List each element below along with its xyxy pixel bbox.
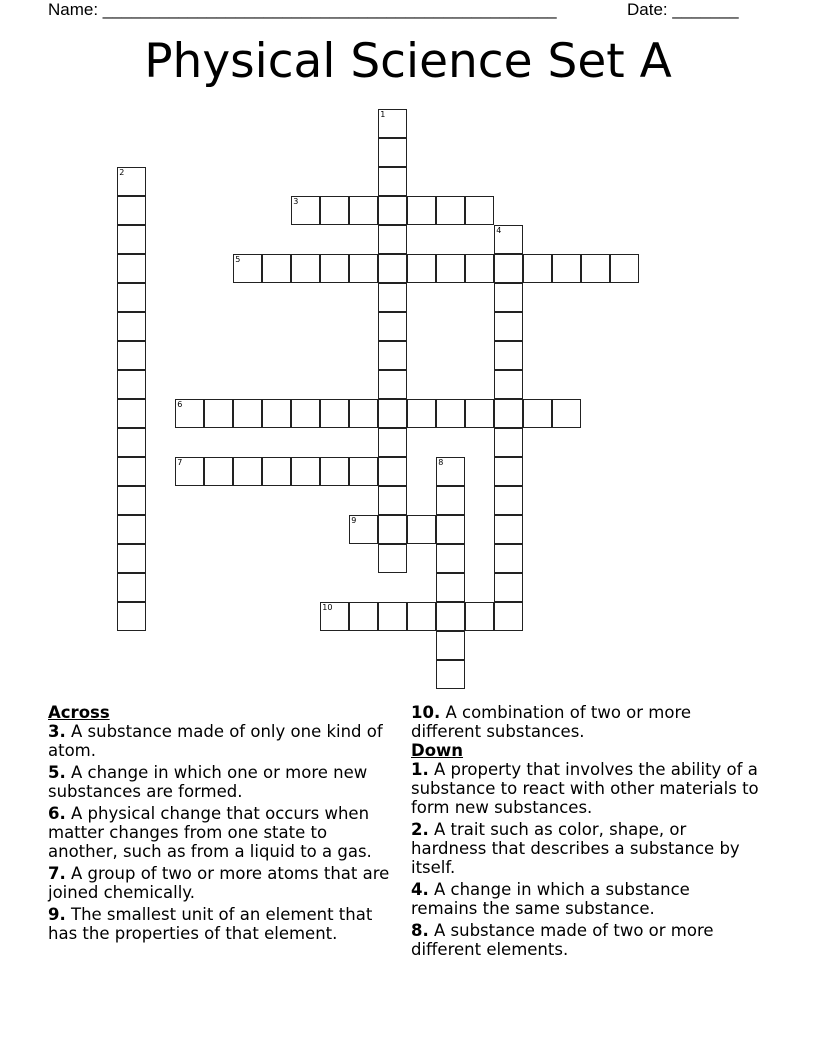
- grid-cell[interactable]: [117, 370, 146, 399]
- page-title: Physical Science Set A: [144, 34, 672, 89]
- grid-cell[interactable]: [117, 312, 146, 341]
- grid-cell[interactable]: [494, 515, 523, 544]
- grid-cell[interactable]: [465, 399, 494, 428]
- grid-cell[interactable]: [436, 254, 465, 283]
- grid-cell[interactable]: [204, 457, 233, 486]
- grid-cell[interactable]: [494, 370, 523, 399]
- clue-text: A trait such as color, shape, or hardness that describes a substance by itself.: [411, 820, 740, 877]
- grid-cell[interactable]: [378, 457, 407, 486]
- grid-cell[interactable]: [378, 138, 407, 167]
- grid-cell[interactable]: [436, 660, 465, 689]
- grid-cell[interactable]: [465, 196, 494, 225]
- grid-cell[interactable]: [494, 341, 523, 370]
- clue-down-4: [411, 880, 761, 918]
- grid-cell[interactable]: [349, 457, 378, 486]
- grid-cell[interactable]: [436, 515, 465, 544]
- clue-number: 7.: [48, 864, 66, 883]
- grid-cell[interactable]: [407, 399, 436, 428]
- grid-cell[interactable]: [494, 428, 523, 457]
- clue-text: A change in which a substance remains the same substance.: [411, 880, 690, 918]
- grid-cell[interactable]: [320, 602, 349, 631]
- grid-cell[interactable]: [378, 515, 407, 544]
- grid-cell[interactable]: [117, 196, 146, 225]
- grid-cell[interactable]: [436, 602, 465, 631]
- grid-cell[interactable]: [117, 399, 146, 428]
- grid-cell[interactable]: [291, 196, 320, 225]
- grid-cell[interactable]: [117, 457, 146, 486]
- clue-down-1: [411, 760, 761, 817]
- grid-cell[interactable]: [117, 428, 146, 457]
- clue-number: 6.: [48, 804, 66, 823]
- grid-cell[interactable]: [494, 486, 523, 515]
- cell-number: 3: [293, 197, 299, 207]
- grid-cell[interactable]: [117, 486, 146, 515]
- cell-number: 5: [235, 255, 241, 265]
- grid-cell[interactable]: [117, 225, 146, 254]
- clue-number: 2.: [411, 820, 429, 839]
- grid-cell[interactable]: [204, 399, 233, 428]
- grid-cell[interactable]: [581, 254, 610, 283]
- across-clues: [48, 703, 398, 946]
- grid-cell[interactable]: [494, 254, 523, 283]
- grid-cell[interactable]: [465, 254, 494, 283]
- grid-cell[interactable]: [407, 602, 436, 631]
- grid-cell[interactable]: [291, 399, 320, 428]
- cell-number: 10: [322, 603, 333, 613]
- grid-cell[interactable]: [320, 399, 349, 428]
- grid-cell[interactable]: [436, 457, 465, 486]
- grid-cell[interactable]: [117, 515, 146, 544]
- grid-cell[interactable]: [175, 457, 204, 486]
- grid-cell[interactable]: [378, 544, 407, 573]
- clue-number: 3.: [48, 722, 66, 741]
- grid-cell[interactable]: [320, 254, 349, 283]
- grid-cell[interactable]: [378, 196, 407, 225]
- clue-number: 8.: [411, 921, 429, 940]
- grid-cell[interactable]: [436, 486, 465, 515]
- grid-cell[interactable]: [436, 196, 465, 225]
- grid-cell[interactable]: [233, 457, 262, 486]
- cell-number: 8: [438, 458, 444, 468]
- grid-cell[interactable]: [552, 254, 581, 283]
- grid-cell[interactable]: [494, 399, 523, 428]
- cell-number: 9: [351, 516, 357, 526]
- grid-cell[interactable]: [378, 602, 407, 631]
- grid-cell[interactable]: [262, 457, 291, 486]
- grid-cell[interactable]: [378, 109, 407, 138]
- grid-cell[interactable]: [610, 254, 639, 283]
- grid-cell[interactable]: [436, 631, 465, 660]
- grid-cell[interactable]: [494, 544, 523, 573]
- grid-cell[interactable]: [523, 399, 552, 428]
- grid-cell[interactable]: [436, 544, 465, 573]
- clue-number: 9.: [48, 905, 66, 924]
- grid-cell[interactable]: [291, 457, 320, 486]
- grid-cell[interactable]: [262, 399, 291, 428]
- grid-cell[interactable]: [117, 341, 146, 370]
- grid-cell[interactable]: [378, 341, 407, 370]
- clue-down-8: [411, 921, 761, 959]
- grid-cell[interactable]: [436, 573, 465, 602]
- date-field[interactable]: Date: _______: [627, 0, 739, 19]
- clue-across-3: [48, 722, 398, 760]
- grid-cell[interactable]: [320, 196, 349, 225]
- clue-text: The smallest unit of an element that has the properties of that element.: [48, 905, 373, 943]
- grid-cell[interactable]: [117, 283, 146, 312]
- clue-across-7: [48, 864, 398, 902]
- grid-cell[interactable]: [117, 254, 146, 283]
- clue-number: 10.: [411, 703, 441, 722]
- clue-text: A property that involves the ability of a substance to react with other materials to form new substances.: [411, 760, 759, 817]
- grid-cell[interactable]: [407, 196, 436, 225]
- clue-across-6: [48, 804, 398, 861]
- clue-across-9: [48, 905, 398, 943]
- clue-text: A change in which one or more new substances are formed.: [48, 763, 368, 801]
- grid-cell[interactable]: [117, 544, 146, 573]
- grid-cell[interactable]: [378, 225, 407, 254]
- clue-text: A physical change that occurs when matter changes from one state to another, such as from a liquid to a gas.: [48, 804, 372, 861]
- grid-cell[interactable]: [494, 573, 523, 602]
- grid-cell[interactable]: [378, 428, 407, 457]
- grid-cell[interactable]: [465, 602, 494, 631]
- clue-text: A group of two or more atoms that are joined chemically.: [48, 864, 390, 902]
- cell-number: 1: [380, 110, 386, 120]
- name-field[interactable]: Name: ________________________________________________: [48, 0, 557, 19]
- grid-cell[interactable]: [523, 254, 552, 283]
- grid-cell[interactable]: [117, 573, 146, 602]
- cell-number: 6: [177, 400, 183, 410]
- across-heading: Across: [48, 703, 110, 722]
- clue-number: 1.: [411, 760, 429, 779]
- grid-cell[interactable]: [494, 457, 523, 486]
- grid-cell[interactable]: [494, 225, 523, 254]
- down-heading: Down: [411, 741, 464, 760]
- grid-cell[interactable]: [407, 254, 436, 283]
- grid-cell[interactable]: [378, 399, 407, 428]
- clue-across-5: [48, 763, 398, 801]
- grid-cell[interactable]: [117, 602, 146, 631]
- clue-number: 4.: [411, 880, 429, 899]
- grid-cell[interactable]: [494, 283, 523, 312]
- grid-cell[interactable]: [436, 399, 465, 428]
- grid-cell[interactable]: [378, 167, 407, 196]
- grid-cell[interactable]: [378, 486, 407, 515]
- cell-number: 2: [119, 168, 125, 178]
- grid-cell[interactable]: [494, 312, 523, 341]
- grid-cell[interactable]: [378, 312, 407, 341]
- grid-cell[interactable]: [349, 254, 378, 283]
- grid-cell[interactable]: [552, 399, 581, 428]
- grid-cell[interactable]: [262, 254, 291, 283]
- grid-cell[interactable]: [320, 457, 349, 486]
- grid-cell[interactable]: [233, 399, 262, 428]
- grid-cell[interactable]: [349, 602, 378, 631]
- clue-text: A substance made of two or more different elements.: [411, 921, 714, 959]
- grid-cell[interactable]: [378, 370, 407, 399]
- clue-across-10: [411, 703, 761, 741]
- grid-cell[interactable]: [233, 254, 262, 283]
- clue-down-2: [411, 820, 761, 877]
- grid-cell[interactable]: [175, 399, 204, 428]
- right-clues: [411, 703, 761, 962]
- grid-cell[interactable]: [378, 283, 407, 312]
- grid-cell[interactable]: [378, 254, 407, 283]
- grid-cell[interactable]: [117, 167, 146, 196]
- grid-cell[interactable]: [291, 254, 320, 283]
- grid-cell[interactable]: [349, 515, 378, 544]
- clue-text: A substance made of only one kind of atom.: [48, 722, 383, 760]
- grid-cell[interactable]: [494, 602, 523, 631]
- clue-number: 5.: [48, 763, 66, 782]
- grid-cell[interactable]: [349, 399, 378, 428]
- grid-cell[interactable]: [407, 515, 436, 544]
- cell-number: 7: [177, 458, 183, 468]
- grid-cell[interactable]: [349, 196, 378, 225]
- cell-number: 4: [496, 226, 502, 236]
- clue-text: A combination of two or more different substances.: [411, 703, 692, 741]
